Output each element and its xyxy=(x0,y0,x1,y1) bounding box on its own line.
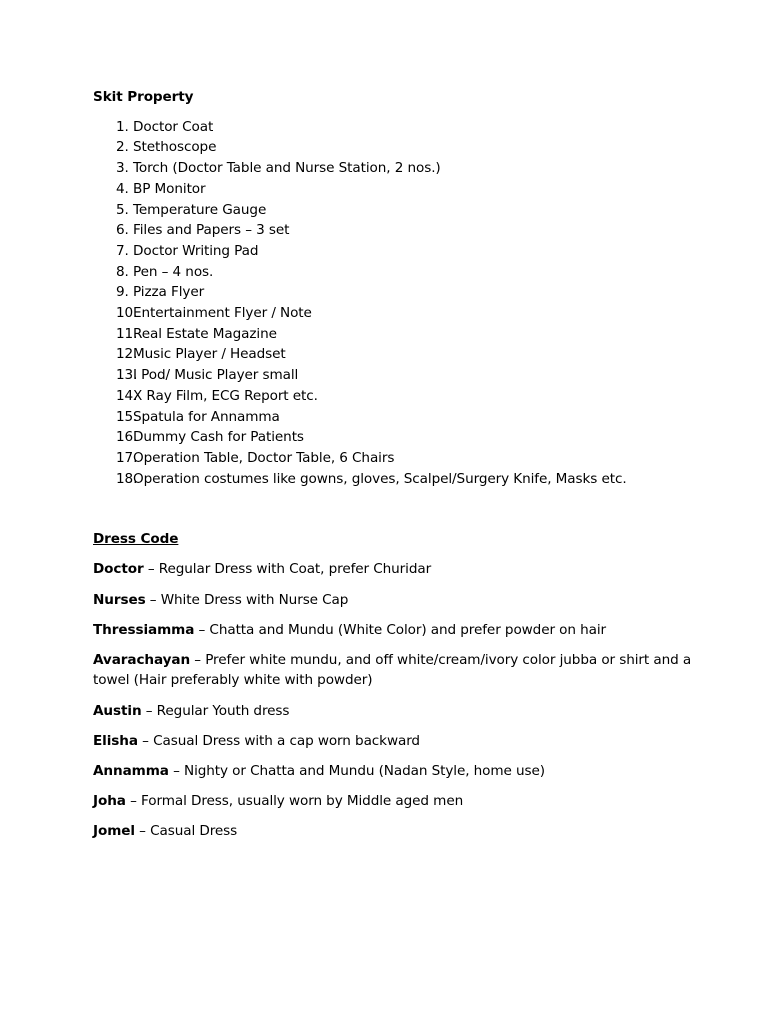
list-item xyxy=(93,179,703,200)
list-item xyxy=(93,365,703,386)
list-item-number: 13. xyxy=(116,367,138,384)
list-item xyxy=(93,303,703,324)
dress-code-entry xyxy=(93,701,703,722)
list-item-text: BP Monitor xyxy=(133,180,206,197)
list-item-number: 12. xyxy=(116,346,138,363)
list-item-text: Entertainment Flyer / Note xyxy=(133,305,312,322)
list-item-text: X Ray Film, ECG Report etc. xyxy=(133,387,318,404)
dress-code-description: – Nighty or Chatta and Mundu (Nadan Style, home use) xyxy=(168,762,545,779)
dress-code-role: Nurses xyxy=(93,591,146,608)
list-item xyxy=(93,469,703,490)
list-item-number: 16. xyxy=(116,429,138,446)
dress-code-entry xyxy=(93,821,703,842)
dress-code-entry xyxy=(93,761,703,782)
list-item-text: Temperature Gauge xyxy=(133,201,267,218)
list-item xyxy=(93,117,703,138)
dress-code-description: – Casual Dress xyxy=(134,822,238,839)
list-item xyxy=(93,282,703,303)
list-item-text: Files and Papers – 3 set xyxy=(133,222,290,239)
dress-code-entry xyxy=(93,590,703,611)
list-item xyxy=(93,407,703,428)
list-item-text: Operation Table, Doctor Table, 6 Chairs xyxy=(133,449,395,466)
list-item-number: 1. xyxy=(116,118,129,135)
dress-code-role: Avarachayan xyxy=(93,651,191,668)
dress-code-description: – Regular Dress with Coat, prefer Churidar xyxy=(143,561,432,578)
dress-code-role: Austin xyxy=(93,702,142,719)
list-item-number: 15. xyxy=(116,408,138,425)
list-item-number: 17. xyxy=(116,449,138,466)
list-item xyxy=(93,158,703,179)
list-item-text: Torch (Doctor Table and Nurse Station, 2 nos.) xyxy=(133,160,441,177)
list-item-text: Operation costumes like gowns, gloves, Scalpel/Surgery Knife, Masks etc. xyxy=(133,470,627,487)
list-item xyxy=(93,448,703,469)
list-item-number: 8. xyxy=(116,263,129,280)
dress-code-description: – Prefer white mundu, and off white/cream/ivory color jubba or shirt and a towel (Hair preferably white with powder) xyxy=(93,651,692,689)
dress-code-role: Joha xyxy=(93,792,126,809)
list-item-text: Music Player / Headset xyxy=(133,346,286,363)
list-item-number: 3. xyxy=(116,160,129,177)
dress-code-entry xyxy=(93,620,703,641)
list-item-number: 4. xyxy=(116,180,129,197)
list-item xyxy=(93,220,703,241)
list-item xyxy=(93,386,703,407)
dress-code-description: – Casual Dress with a cap worn backward xyxy=(137,732,420,749)
dress-code-entry xyxy=(93,559,703,580)
document-page xyxy=(93,87,703,842)
dress-code-description: – Formal Dress, usually worn by Middle aged men xyxy=(125,792,464,809)
list-item-number: 5. xyxy=(116,201,129,218)
list-item-number: 9. xyxy=(116,284,129,301)
list-item xyxy=(93,241,703,262)
list-item xyxy=(93,324,703,345)
dress-code-heading: Dress Code xyxy=(93,531,179,548)
list-item-text: Stethoscope xyxy=(133,139,217,156)
dress-code-description: – Regular Youth dress xyxy=(141,702,290,719)
list-item-number: 6. xyxy=(116,222,129,239)
list-item-text: Doctor Coat xyxy=(133,118,214,135)
dress-code-description: – Chatta and Mundu (White Color) and prefer powder on hair xyxy=(194,621,607,638)
list-item-number: 14. xyxy=(116,387,138,404)
list-item xyxy=(93,137,703,158)
dress-code-role: Thressiamma xyxy=(93,621,195,638)
dress-code-role: Elisha xyxy=(93,732,138,749)
dress-code-entry xyxy=(93,650,703,691)
list-item-text: Doctor Writing Pad xyxy=(133,242,259,259)
dress-code-entry xyxy=(93,791,703,812)
list-item xyxy=(93,427,703,448)
list-item-text: Pizza Flyer xyxy=(133,284,205,301)
skit-property-heading: Skit Property xyxy=(93,89,194,105)
list-item xyxy=(93,200,703,221)
list-item-text: I Pod/ Music Player small xyxy=(133,367,299,384)
list-item-number: 10. xyxy=(116,305,138,322)
list-item-text: Dummy Cash for Patients xyxy=(133,429,304,446)
dress-code-role: Doctor xyxy=(93,561,144,578)
list-item-text: Pen – 4 nos. xyxy=(133,263,214,280)
list-item-text: Spatula for Annamma xyxy=(133,408,280,425)
list-item xyxy=(93,344,703,365)
list-item xyxy=(93,262,703,283)
list-item-number: 7. xyxy=(116,242,129,259)
dress-code-description: – White Dress with Nurse Cap xyxy=(145,591,349,608)
skit-property-list xyxy=(93,117,703,490)
dress-code-list xyxy=(93,559,703,841)
list-item-number: 2. xyxy=(116,139,129,156)
list-item-number: 11. xyxy=(116,325,138,342)
list-item-text: Real Estate Magazine xyxy=(133,325,277,342)
dress-code-entry xyxy=(93,731,703,752)
dress-code-role: Jomel xyxy=(93,822,135,839)
dress-code-role: Annamma xyxy=(93,762,169,779)
list-item-number: 18. xyxy=(116,470,138,487)
